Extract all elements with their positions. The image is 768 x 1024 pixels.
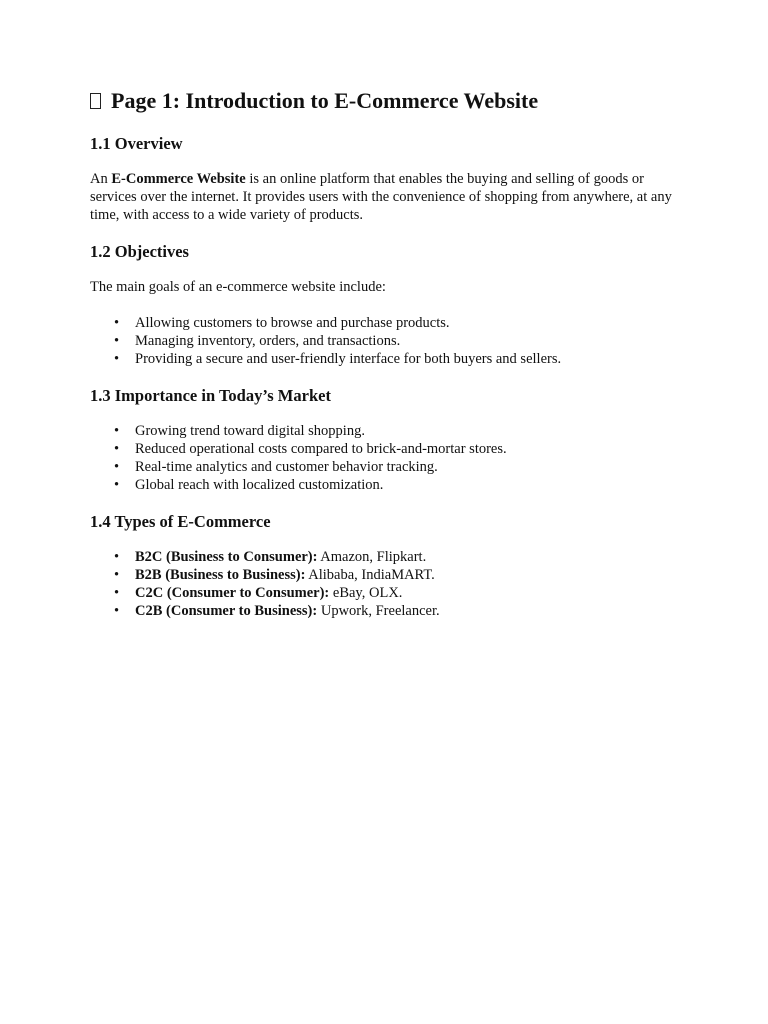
list-item: • Global reach with localized customization. [135,476,680,494]
section-importance [90,386,680,494]
page-title [90,88,680,114]
section-objectives [90,242,680,368]
list-item: • Managing inventory, orders, and transactions. [135,332,680,350]
section-overview [90,134,680,224]
type-examples: Alibaba, IndiaMART. [305,566,435,583]
missing-glyph-icon [90,93,101,109]
type-label: C2B (Consumer to Business): [135,602,318,619]
list-item [135,602,680,620]
overview-heading: 1.1 Overview [90,134,183,154]
list-item: • Allowing customers to browse and purchase products. [135,314,680,332]
list-item [135,566,680,584]
objectives-heading: 1.2 Objectives [90,242,189,262]
list-item: • Growing trend toward digital shopping. [135,422,680,440]
types-heading: 1.4 Types of E-Commerce [90,511,271,531]
overview-rest: is an online platform that enables the buying and selling of goods or services over the internet. It provides users with the convenience of shopping from anywhere, at any time, with access to a wide variety of products. [90,171,672,224]
list-item [135,584,680,602]
list-item: • Providing a secure and user-friendly interface for both buyers and sellers. [135,350,680,368]
objectives-intro: The main goals of an e-commerce website include: [90,278,386,295]
page-title-text: Page 1: Introduction to E-Commerce Website [111,88,539,113]
type-label: B2C (Business to Consumer): [135,548,318,565]
types-list [90,548,680,620]
importance-list [90,422,680,494]
list-item [135,548,680,566]
overview-bold-term: E-Commerce Website [111,171,246,188]
type-examples: Amazon, Flipkart. [317,548,427,565]
list-item: • Real-time analytics and customer behavior tracking. [135,458,680,476]
type-examples: Upwork, Freelancer. [317,602,440,619]
type-label: C2C (Consumer to Consumer): [135,584,330,601]
overview-prefix: An [90,171,112,188]
section-types [90,512,680,620]
list-item: • Reduced operational costs compared to brick-and-mortar stores. [135,440,680,458]
overview-paragraph [90,170,680,224]
document-page [90,88,680,638]
type-examples: eBay, OLX. [329,584,403,601]
importance-heading: 1.3 Importance in Today’s Market [90,385,331,405]
type-label: B2B (Business to Business): [135,566,306,583]
objectives-list [90,314,680,368]
